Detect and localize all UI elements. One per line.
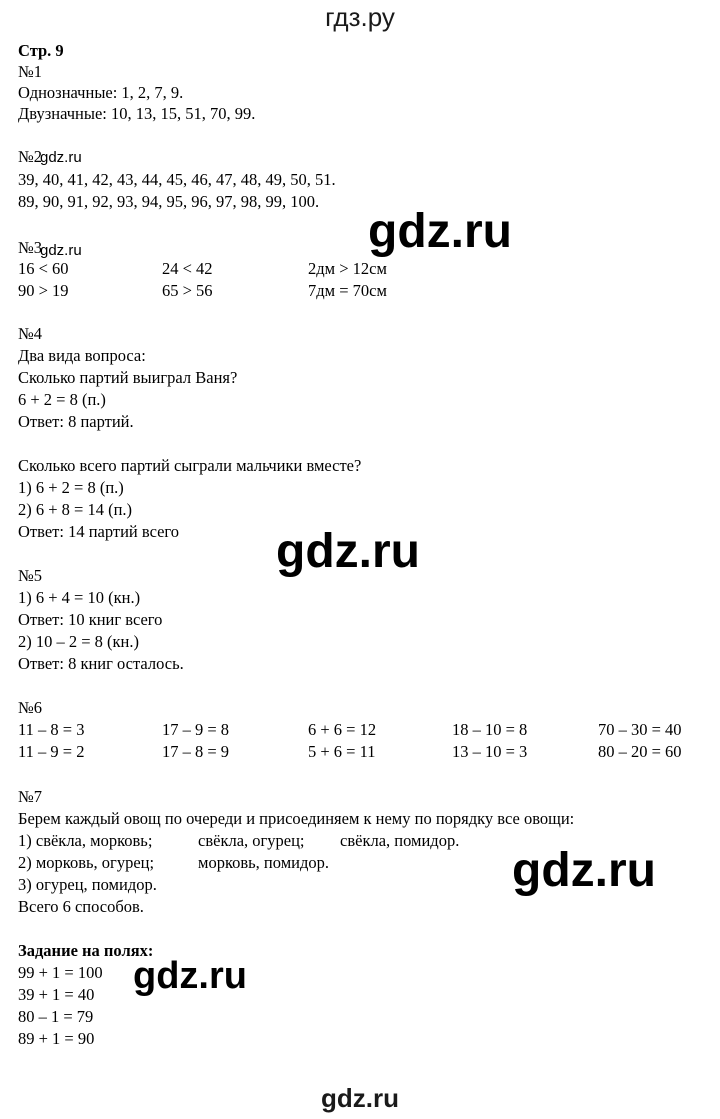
margin-task-line: 80 – 1 = 79: [18, 1007, 94, 1026]
margin-task-title: Задание на полях:: [18, 941, 154, 960]
task6-cell: 17 – 9 = 8: [162, 720, 230, 739]
task7-cell: свёкла, огурец;: [198, 831, 305, 850]
watermark-small: gdz.ru: [40, 149, 82, 166]
margin-task-line: 99 + 1 = 100: [18, 963, 103, 982]
task4-line: Ответ: 14 партий всего: [18, 522, 180, 541]
task7-line: 3) огурец, помидор.: [18, 875, 157, 894]
task1-number: №1: [18, 62, 42, 81]
task3-number: №3: [18, 238, 42, 257]
task3-cell: 65 > 56: [162, 281, 213, 300]
task5-line: 2) 10 – 2 = 8 (кн.): [18, 632, 140, 651]
task5-line: Ответ: 8 книг осталось.: [18, 654, 184, 673]
task6-cell: 6 + 6 = 12: [308, 720, 377, 739]
task3-cell: 2дм > 12см: [308, 259, 387, 278]
task5-line: Ответ: 10 книг всего: [18, 610, 163, 629]
footer-watermark: gdz.ru: [321, 1083, 399, 1113]
task7-cell: 2) морковь, огурец;: [18, 853, 155, 872]
page-label: Стр. 9: [18, 41, 64, 60]
task3-cell: 90 > 19: [18, 281, 69, 300]
task6-cell: 11 – 8 = 3: [18, 720, 85, 739]
task4-line: Два вида вопроса:: [18, 346, 146, 365]
task4-line: 2) 6 + 8 = 14 (п.): [18, 500, 133, 519]
task6-cell: 11 – 9 = 2: [18, 742, 85, 761]
task6-cell: 5 + 6 = 11: [308, 742, 376, 761]
task5-number: №5: [18, 566, 42, 585]
watermark-big: gdz.ru: [512, 844, 656, 897]
task3-cell: 24 < 42: [162, 259, 213, 278]
task6-cell: 17 – 8 = 9: [162, 742, 230, 761]
task3-cell: 7дм = 70см: [308, 281, 387, 300]
watermark-mid: gdz.ru: [133, 955, 247, 997]
task4-line: Сколько всего партий сыграли мальчики вместе?: [18, 456, 362, 475]
task3-cell: 16 < 60: [18, 259, 69, 278]
task6-cell: 70 – 30 = 40: [598, 720, 682, 739]
header-watermark: гдз.ру: [325, 2, 395, 32]
watermark-big: gdz.ru: [368, 205, 512, 258]
task7-total: Всего 6 способов.: [18, 897, 144, 916]
task7-number: №7: [18, 787, 42, 806]
task1-line: Двузначные: 10, 13, 15, 51, 70, 99.: [18, 104, 256, 123]
task4-line: Ответ: 8 партий.: [18, 412, 134, 431]
task4-line: Сколько партий выиграл Ваня?: [18, 368, 238, 387]
watermark-small: gdz.ru: [40, 242, 82, 259]
task7-cell: 1) свёкла, морковь;: [18, 831, 153, 850]
task2-number: №2: [18, 147, 42, 166]
task5-line: 1) 6 + 4 = 10 (кн.): [18, 588, 141, 607]
watermark-big: gdz.ru: [276, 525, 420, 578]
task7-intro: Берем каждый овощ по очереди и присоединяем к нему по порядку все овощи:: [18, 809, 575, 828]
task7-cell: свёкла, помидор.: [340, 831, 460, 850]
task6-cell: 80 – 20 = 60: [598, 742, 682, 761]
margin-task-line: 39 + 1 = 40: [18, 985, 95, 1004]
task2-line: 39, 40, 41, 42, 43, 44, 45, 46, 47, 48, 49, 50, 51.: [18, 170, 336, 189]
task2-line: 89, 90, 91, 92, 93, 94, 95, 96, 97, 98, 99, 100.: [18, 192, 320, 211]
task4-line: 6 + 2 = 8 (п.): [18, 390, 106, 409]
margin-task-line: 89 + 1 = 90: [18, 1029, 95, 1048]
task1-line: Однозначные: 1, 2, 7, 9.: [18, 83, 184, 102]
task6-cell: 13 – 10 = 3: [452, 742, 528, 761]
task7-cell: морковь, помидор.: [198, 853, 329, 872]
task6-cell: 18 – 10 = 8: [452, 720, 528, 739]
task4-number: №4: [18, 324, 42, 343]
task4-line: 1) 6 + 2 = 8 (п.): [18, 478, 124, 497]
task6-number: №6: [18, 698, 42, 717]
